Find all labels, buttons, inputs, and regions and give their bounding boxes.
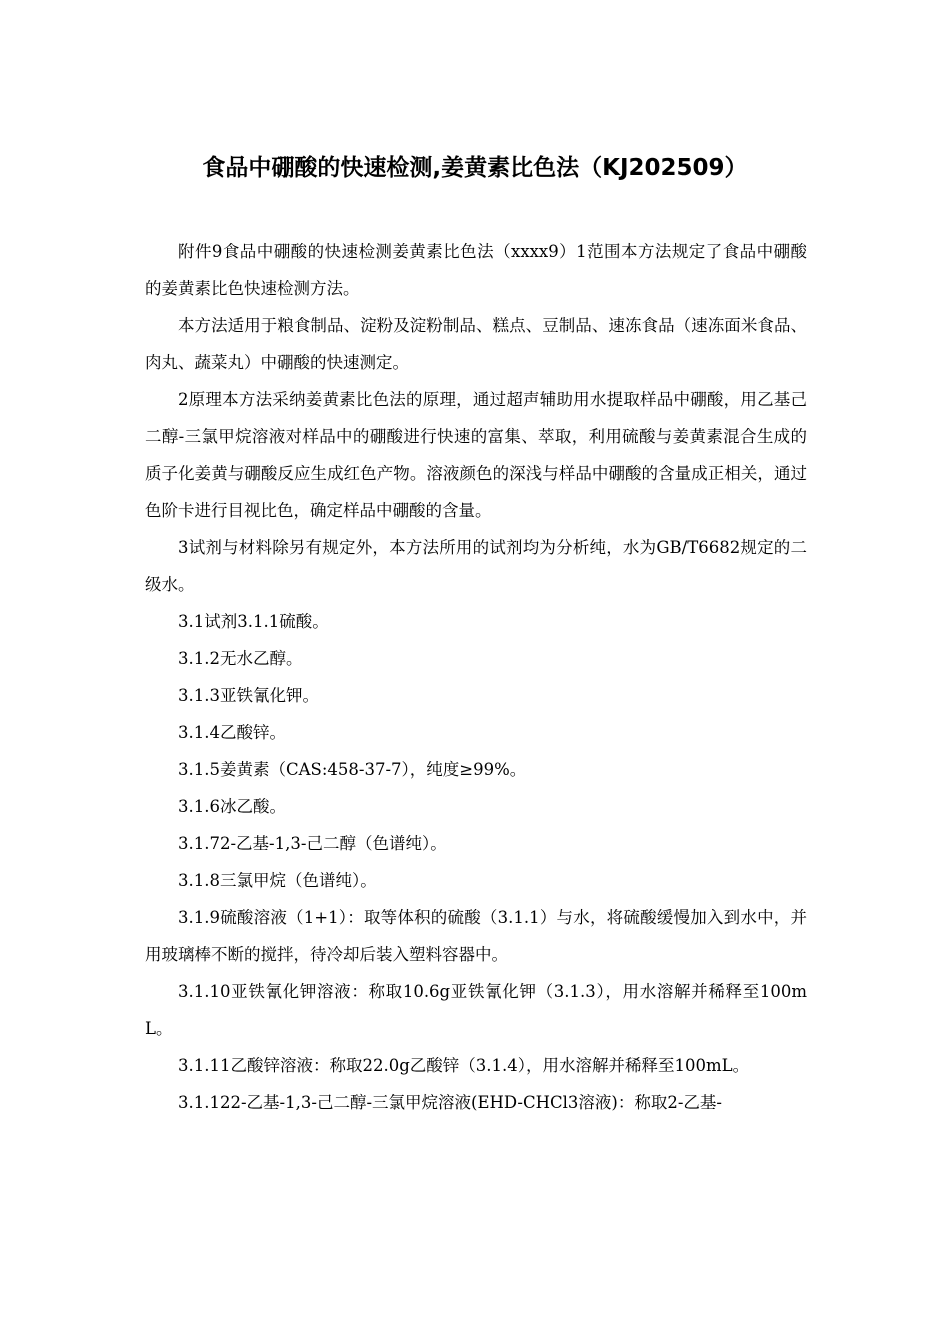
paragraph-scope: 附件9食品中硼酸的快速检测姜黄素比色法（xxxx9）1范围本方法规定了食品中硼酸的姜黄素比色快速检测方法。: [145, 242, 807, 298]
paragraph-applicability: 本方法适用于粮食制品、淀粉及淀粉制品、糕点、豆制品、速冻食品（速冻面米食品、肉丸、蔬菜丸）中硼酸的快速测定。: [145, 316, 807, 372]
document-body: [145, 233, 807, 1121]
paragraph-reagent-3-1-11: 3.1.11乙酸锌溶液：称取22.0g乙酸锌（3.1.4），用水溶解并稀释至100mL。: [178, 1056, 750, 1075]
paragraph-reagent-3-1-12: 3.1.122-乙基-1,3-己二醇-三氯甲烷溶液(EHD-CHCl3溶液)：称取2-乙基-: [178, 1093, 723, 1112]
paragraph-reagent-3-1-5: 3.1.5姜黄素（CAS:458-37-7），纯度≥99%。: [178, 760, 527, 779]
paragraph-reagent-3-1-9: 3.1.9硫酸溶液（1+1）：取等体积的硫酸（3.1.1）与水，将硫酸缓慢加入到水中，并用玻璃棒不断的搅拌，待冷却后装入塑料容器中。: [145, 908, 807, 964]
paragraph-reagent-3-1-2: 3.1.2无水乙醇。: [178, 649, 303, 668]
paragraph-reagent-3-1-7: 3.1.72-乙基-1,3-己二醇（色谱纯）。: [178, 834, 447, 853]
paragraph-reagent-3-1-10: 3.1.10亚铁氰化钾溶液：称取10.6g亚铁氰化钾（3.1.3），用水溶解并稀释至100mL。: [145, 982, 807, 1038]
paragraph-reagent-3-1-3: 3.1.3亚铁氰化钾。: [178, 686, 319, 705]
paragraph-principle: 2原理本方法采纳姜黄素比色法的原理，通过超声辅助用水提取样品中硼酸，用乙基己二醇-三氯甲烷溶液对样品中的硼酸进行快速的富集、萃取，利用硫酸与姜黄素混合生成的质子化姜黄与硼酸反应生成红色产物。溶液颜色的深浅与样品中硼酸的含量成正相关，通过色阶卡进行目视比色，确定样品中硼酸的含量。: [145, 390, 807, 520]
paragraph-reagent-3-1-6: 3.1.6冰乙酸。: [178, 797, 286, 816]
paragraph-reagent-3-1-4: 3.1.4乙酸锌。: [178, 723, 286, 742]
document-title: 食品中硼酸的快速检测,姜黄素比色法（KJ202509）: [202, 155, 748, 181]
paragraph-reagent-3-1-8: 3.1.8三氯甲烷（色谱纯）。: [178, 871, 377, 890]
paragraph-reagents-intro: 3试剂与材料除另有规定外，本方法所用的试剂均为分析纯，水为GB/T6682规定的二级水。: [145, 538, 807, 594]
paragraph-reagent-3-1-1: 3.1试剂3.1.1硫酸。: [178, 612, 329, 631]
